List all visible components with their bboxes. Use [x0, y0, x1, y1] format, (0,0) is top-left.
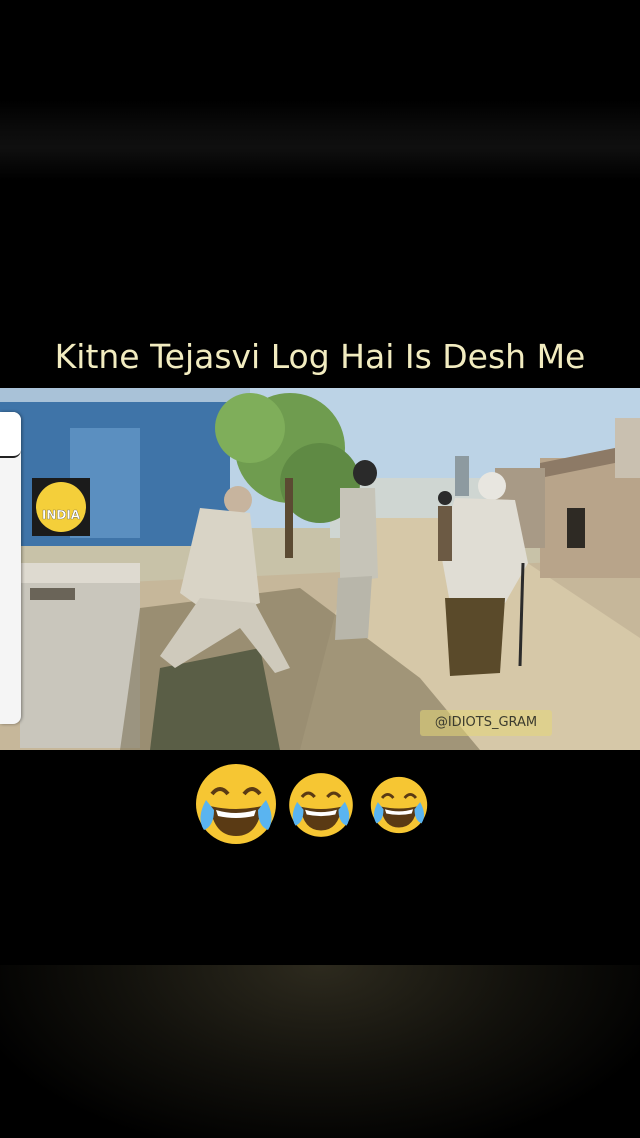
bottom-vignette — [0, 965, 640, 1138]
overlay-side-panel-handle[interactable] — [0, 412, 21, 458]
tears-of-joy-icon — [192, 760, 280, 848]
video-frame[interactable] — [0, 388, 640, 750]
video-scene — [0, 388, 640, 750]
top-dark-band — [0, 100, 640, 180]
tears-of-joy-icon — [368, 774, 430, 836]
reaction-emoji-row — [0, 760, 640, 850]
laughing-face-icon — [36, 482, 86, 532]
channel-badge — [32, 478, 90, 536]
tears-of-joy-icon — [286, 770, 356, 840]
overlay-side-panel[interactable] — [0, 412, 21, 724]
video-watermark: @IDIOTS_GRAM — [420, 710, 552, 736]
video-caption: Kitne Tejasvi Log Hai Is Desh Me — [54, 337, 586, 376]
badge-label: INDIA — [41, 508, 81, 522]
